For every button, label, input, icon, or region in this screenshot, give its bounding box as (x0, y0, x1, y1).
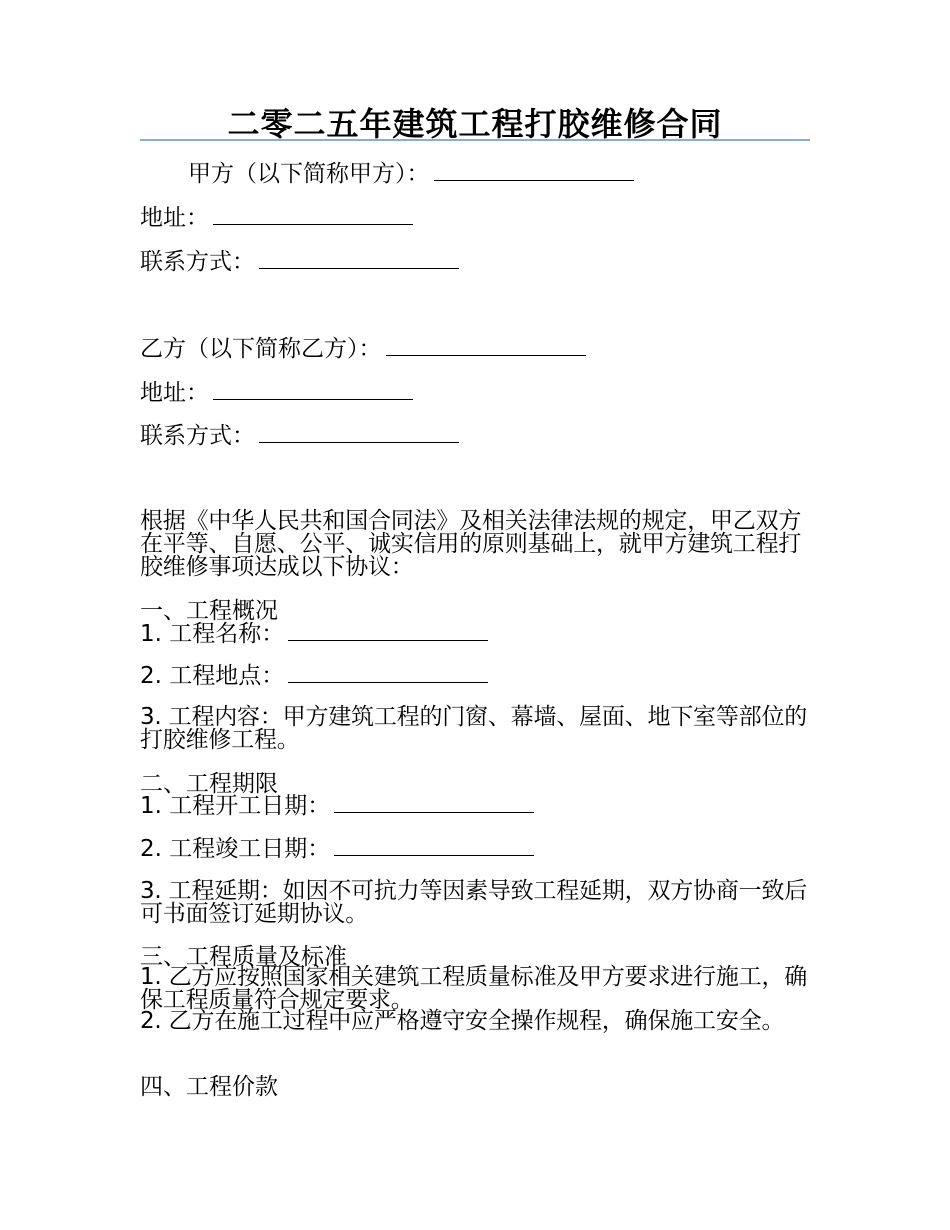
party-a-address-label: 地址： (140, 205, 209, 231)
section-item: 1. 乙方应按照国家相关建筑工程质量标准及甲方要求进行施工，确保工程质量符合规定要求。 (140, 964, 808, 1013)
party-b-blank (386, 333, 586, 356)
project-name-blank (288, 618, 488, 641)
party-a-blank (434, 158, 634, 181)
party-a-contact-label: 联系方式： (140, 249, 255, 275)
section-item: 2. 乙方在施工过程中应严格遵守安全操作规程，确保施工安全。 (140, 1008, 785, 1034)
party-b-contact-label: 联系方式： (140, 423, 255, 449)
section-item: 3. 工程内容：甲方建筑工程的门窗、幕墙、屋面、地下室等部位的打胶维修工程。 (140, 704, 808, 753)
section-item-text: 2. 工程竣工日期： (140, 836, 331, 862)
project-location-blank (288, 660, 488, 683)
section-item (140, 790, 534, 821)
party-a-contact-blank (259, 246, 459, 269)
section-item-text: 1. 工程名称： (140, 621, 285, 647)
party-b-address-label: 地址： (140, 380, 209, 406)
section-item (140, 660, 488, 691)
section-item: 3. 工程延期：如因不可抗力等因素导致工程延期，双方协商一致后可书面签订延期协议。 (140, 878, 808, 927)
party-b-line (140, 333, 586, 364)
preamble-paragraph: 根据《中华人民共和国合同法》及相关法律法规的规定，甲乙双方在平等、自愿、公平、诚实信用的原则基础上，就甲方建筑工程打胶维修事项达成以下协议： (140, 508, 802, 580)
party-a-address-line (140, 202, 413, 233)
title-underline (140, 139, 810, 141)
section-heading: 三、工程质量及标准 (140, 944, 347, 970)
party-a-contact-line (140, 246, 459, 277)
completion-date-blank (334, 833, 534, 856)
party-b-contact-line (140, 420, 459, 451)
section-heading: 二、工程期限 (140, 771, 278, 797)
party-a-line (188, 158, 634, 189)
section-item (140, 618, 488, 649)
party-b-address-line (140, 377, 413, 408)
section-item-text: 2. 工程地点： (140, 663, 285, 689)
party-b-label: 乙方（以下简称乙方）： (140, 336, 382, 362)
start-date-blank (334, 790, 534, 813)
party-a-address-blank (213, 202, 413, 225)
section-item (140, 833, 534, 864)
section-heading: 一、工程概况 (140, 598, 278, 624)
party-b-address-blank (213, 377, 413, 400)
section-heading: 四、工程价款 (140, 1074, 278, 1100)
party-b-contact-blank (259, 420, 459, 443)
section-item-text: 1. 工程开工日期： (140, 793, 331, 819)
party-a-label: 甲方（以下简称甲方）： (188, 161, 430, 187)
document-title: 二零二五年建筑工程打胶维修合同 (227, 105, 723, 143)
